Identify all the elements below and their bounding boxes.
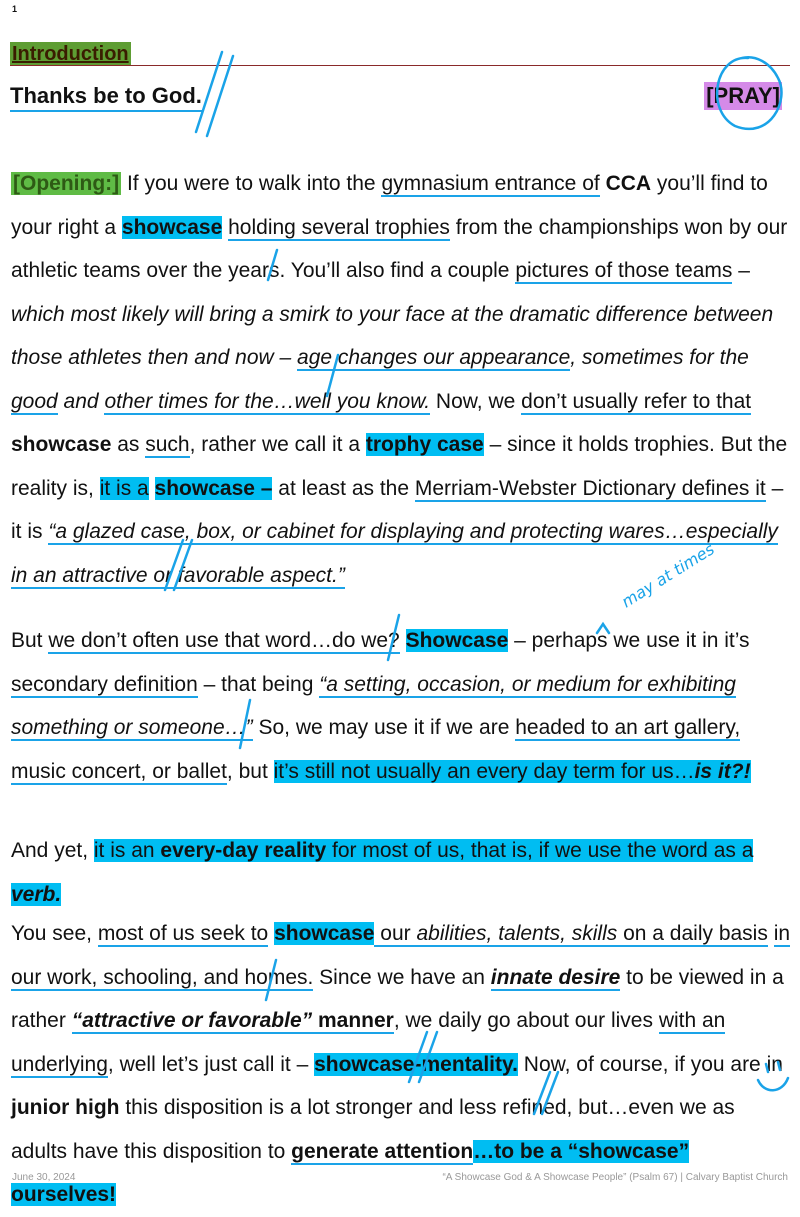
underlined-text: Merriam-Webster Dictionary defines it	[414, 476, 766, 500]
highlighted-text: is it?!	[694, 759, 751, 783]
bold-text: junior high	[11, 1096, 120, 1119]
italic-text: abilities, talents, skills	[416, 922, 618, 945]
bold-text: manner	[312, 1009, 394, 1032]
highlighted-text: verb.	[11, 882, 62, 906]
definition-quote: “a setting, occasion, or medium for exhibiting something or someone…”	[11, 672, 736, 739]
italic-text: which most likely will bring a smirk to your face at the dramatic difference between those athletes then and now –	[11, 302, 774, 369]
highlighted-text: trophy case	[365, 433, 484, 456]
text: So, we may use it if we are	[252, 716, 516, 739]
text: But	[11, 629, 49, 652]
underlined-text: such	[145, 433, 190, 456]
bold-italic-text: “attractive or favorable”	[71, 1009, 313, 1032]
text: You see,	[11, 922, 98, 945]
section-heading: Introduction	[12, 43, 129, 65]
text: you’ll find to your right a	[11, 172, 768, 239]
paragraph-opening	[11, 162, 791, 597]
bold-italic-text: innate desire	[490, 965, 621, 989]
heading-rule	[10, 65, 790, 66]
highlighted-text: it is a	[99, 476, 149, 500]
text	[149, 477, 155, 500]
highlighted-text: every-day reality	[160, 839, 327, 862]
highlighted-text: for most of us, that is, if we use the word as a	[326, 839, 754, 862]
underlined-text: headed to an art gallery, music concert, or ballet	[11, 716, 741, 783]
handwritten-note: may at times	[618, 539, 718, 612]
text: – perhaps we use it in it’s	[508, 629, 750, 652]
underlined-text: holding several trophies	[228, 215, 450, 239]
underlined-text: we don’t often use that word…do we?	[48, 629, 400, 652]
underlined-text: other times for the…well you know.	[104, 389, 431, 413]
text: Now, of course, if you are in	[517, 1052, 783, 1076]
text: at least as the	[272, 476, 415, 500]
underlined-text: age changes our appearance	[297, 346, 571, 369]
highlighted-text: showcase –	[154, 476, 273, 500]
underlined-text: secondary definition	[11, 672, 198, 696]
underlined-text: our	[374, 922, 417, 945]
pray-marker: [PRAY]	[706, 83, 780, 108]
highlighted-text: …to be a “showcase” ourselves!	[11, 1139, 690, 1206]
highlighted-text: it is an	[93, 839, 161, 862]
italic-text: , sometimes for the	[570, 346, 749, 369]
text: as	[111, 433, 146, 456]
highlighted-text: it’s still not usually an every day term for us…	[273, 759, 695, 783]
underlined-text: most of us seek to	[97, 922, 269, 945]
text: , but	[226, 759, 274, 783]
underlined-text: good	[11, 389, 58, 413]
underlined-text: don’t usually refer to that	[521, 389, 752, 413]
footer-date: June 30, 2024	[12, 1172, 76, 1183]
text: Now, we	[430, 389, 522, 413]
text: , we daily go about our lives	[393, 1009, 659, 1032]
underlined-text: pictures of those teams	[515, 259, 733, 282]
bold-text: showcase	[11, 433, 112, 456]
bold-text: CCA	[605, 172, 652, 195]
definition-quote: “a glazed case, box, or cabinet for displaying and protecting wares…especially in an attractive or favorable aspect.”	[11, 520, 778, 587]
highlighted-text: Showcase	[405, 629, 509, 652]
pause-slash-mark	[207, 56, 233, 136]
text: , well let’s just call it –	[107, 1052, 315, 1076]
page-number: 1	[12, 4, 18, 14]
text	[768, 922, 774, 945]
highlighted-text: showcase	[121, 215, 223, 239]
footer-sermon-title: “A Showcase God & A Showcase People” (Psalm 67) | Calvary Baptist Church	[442, 1172, 788, 1183]
highlighted-text: showcase	[274, 922, 375, 945]
bold-text: generate attention	[291, 1139, 474, 1163]
text: Since we have an	[313, 965, 491, 989]
text: And yet,	[11, 839, 94, 862]
italic-text: and	[57, 389, 105, 413]
opening-label: [Opening:]	[13, 172, 120, 195]
text: to be viewed in a rather	[11, 965, 784, 1032]
text: , rather we call it a	[189, 433, 366, 456]
underlined-text: on a daily basis	[617, 922, 768, 945]
paragraph-showcase-word	[11, 619, 791, 793]
paragraph-everyday-reality	[11, 829, 791, 916]
text: this disposition is a lot stronger and less refined, but…even we as adults have this disposition to	[11, 1096, 735, 1163]
text: –	[732, 259, 750, 282]
text: from the championships won by our athletic teams over the years. You’ll also find a couple	[11, 215, 788, 282]
underlined-text: with an underlying	[11, 1009, 726, 1076]
paragraph-showcase-mentality	[11, 912, 791, 1217]
highlighted-text: showcase-mentality.	[314, 1052, 518, 1076]
thanks-line: Thanks be to God.	[10, 82, 202, 112]
text: – since it holds trophies. But the reality is,	[11, 433, 788, 500]
text: If you were to walk into the	[121, 172, 382, 195]
text: – it is	[11, 476, 784, 543]
underlined-text: gymnasium entrance of	[381, 172, 600, 195]
text: – that being	[197, 672, 320, 696]
text	[400, 629, 406, 652]
underlined-text: in our work, schooling, and homes.	[11, 922, 791, 989]
